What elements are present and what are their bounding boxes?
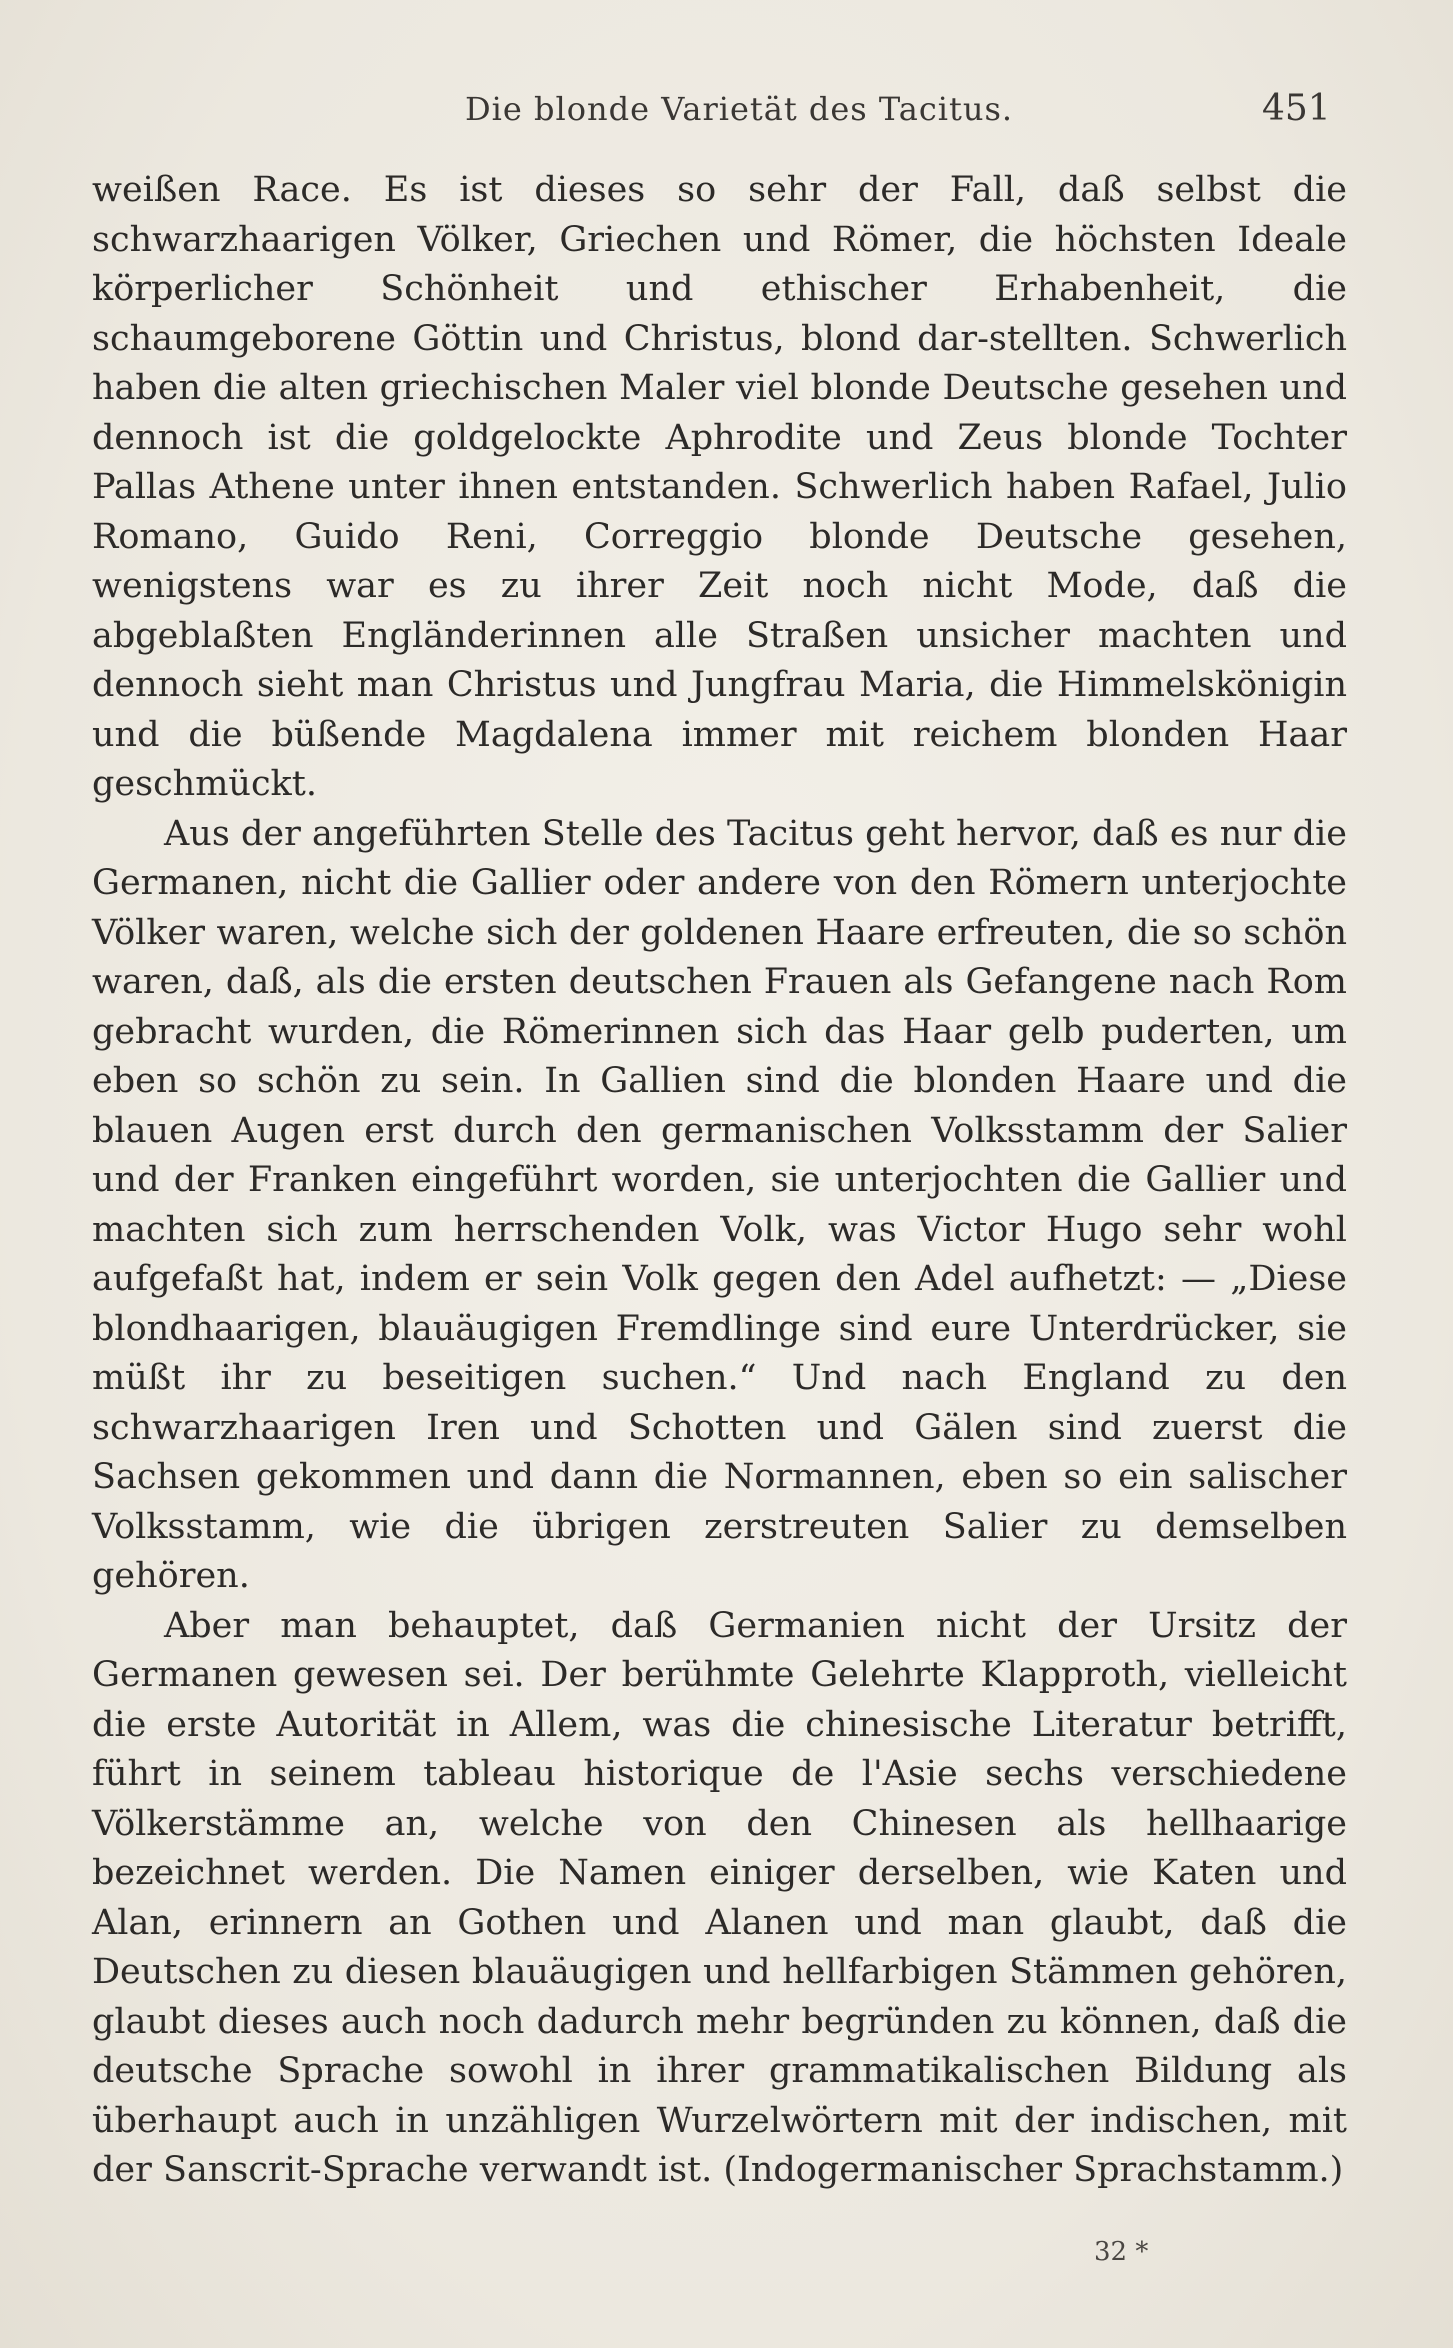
paragraph: Aus der angeführten Stelle des Tacitus geht hervor, daß es nur die Germanen, nicht die Gallier oder andere von den Römern unterjochte Völker waren, welche sich der goldenen Haare erfreuten, die so schön waren, daß, als die ersten deutschen Frauen als Gefangene nach Rom gebracht wurden, die Römerinnen sich das Haar gelb puderten, um eben so schön zu sein. In Gallien sind die blonden Haare und die blauen Augen erst durch den germanischen Volksstamm der Salier und der Franken eingeführt worden, sie unterjochten die Gallier und machten sich zum herrschenden Volk, was Victor Hugo sehr wohl aufgefaßt hat, indem er sein Volk gegen den Adel aufhetzt: — „Diese blondhaarigen, blauäugigen Fremdlinge sind eure Unterdrücker, sie müßt ihr zu beseitigen suchen.“ Und nach England zu den schwarzhaarigen Iren und Schotten und Gälen sind zuerst die Sachsen gekommen und dann die Normannen, eben so ein salischer Volksstamm, wie die übrigen zerstreuten Salier zu demselben gehören. xyxy=(92,813,1347,1596)
body-text xyxy=(92,166,1347,2196)
paragraph: Aber man behauptet, daß Germanien nicht der Ursitz der Germanen gewesen sei. Der berühmte Gelehrte Klapproth, vielleicht die erste Autorität in Allem, was die chinesische Literatur betrifft, führt in seinem tableau historique de l'Asie sechs verschiedene Völkerstämme an, welche von den Chinesen als hellhaarige bezeichnet werden. Die Namen einiger derselben, wie Katen und Alan, erinnern an Gothen und Alanen und man glaubt, daß die Deutschen zu diesen blauäugigen und hellfarbigen Stämmen gehören, glaubt dieses auch noch dadurch mehr begründen zu können, daß die deutsche Sprache sowohl in ihrer grammatikalischen Bildung als überhaupt auch in unzähligen Wurzelwörtern mit der indischen, mit der Sanscrit-Sprache verwandt ist. (Indogermanischer Sprachstamm.) xyxy=(92,1605,1347,2190)
page-number: 451 xyxy=(1262,88,1331,129)
paragraph: weißen Race. Es ist dieses so sehr der Fall, daß selbst die schwarzhaarigen Völker, Griechen und Römer, die höchsten Ideale körperlicher Schönheit und ethischer Erhabenheit, die schaumgeborene Göttin und Christus, blond dar-stellten. Schwerlich haben die alten griechischen Maler viel blonde Deutsche gesehen und dennoch ist die goldgelockte Aphrodite und Zeus blonde Tochter Pallas Athene unter ihnen entstanden. Schwerlich haben Rafael, Julio Romano, Guido Reni, Correggio blonde Deutsche gesehen, wenigstens war es zu ihrer Zeit noch nicht Mode, daß die abgeblaßten Engländerinnen alle Straßen unsicher machten und dennoch sieht man Christus und Jungfrau Maria, die Himmelskönigin und die büßende Magdalena immer mit reichem blonden Haar geschmückt. xyxy=(92,170,1347,804)
signature-mark: 32 * xyxy=(1094,2237,1149,2267)
running-title: Die blonde Varietät des Tacitus. xyxy=(465,90,1014,128)
